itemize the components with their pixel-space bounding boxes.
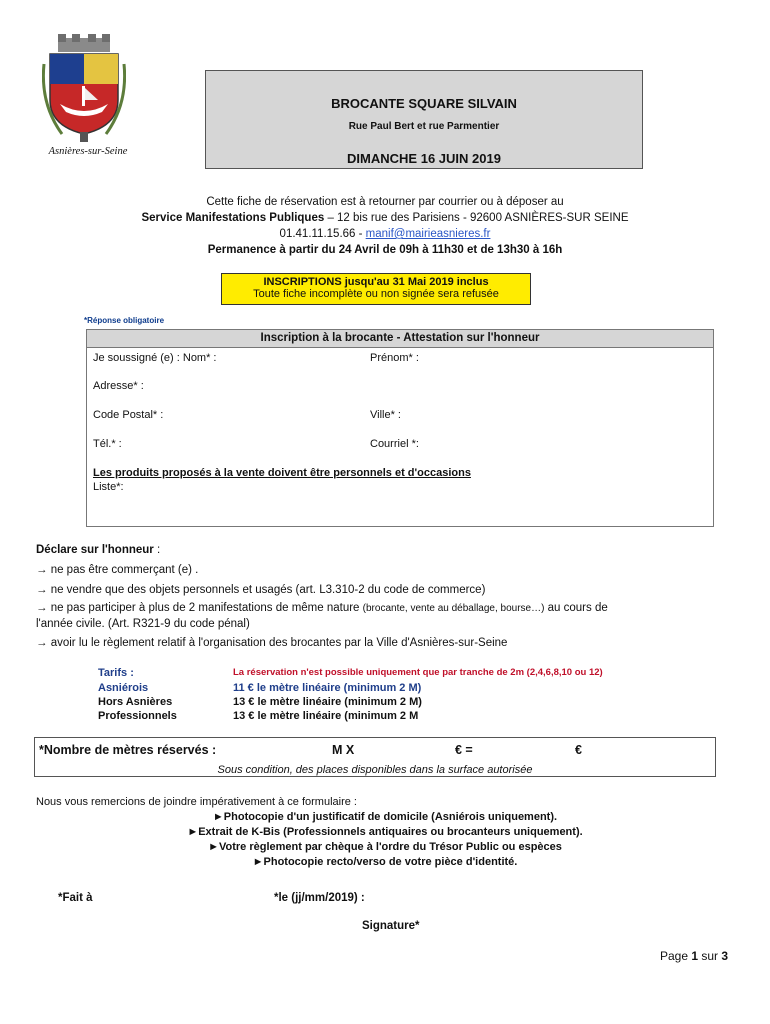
nom-field[interactable]: Je soussigné (e) : Nom* : [93, 352, 217, 364]
prenom-field[interactable]: Prénom* : [370, 352, 419, 364]
intro-contact [60, 228, 710, 240]
declaration-item-3-paren: (brocante, vente au déballage, bourse…) [362, 603, 545, 614]
form-heading: Inscription à la brocante - Attestation sur l'honneur [86, 329, 714, 348]
date-field[interactable]: *le (jj/mm/2019) : [274, 892, 365, 904]
declaration-item-2: → ne vendre que des objets personnels et usagés (art. L3.310-2 du code de commerce) [36, 584, 486, 596]
document-item-3: ►Votre règlement par chèque à l'ordre du Trésor Public ou espèces [208, 841, 562, 853]
declaration-item-4: → avoir lu le règlement relatif à l'organisation des brocantes par la Ville d'Asnières-sur-Seine [36, 637, 508, 649]
liste-field[interactable]: Liste*: [93, 481, 124, 493]
metres-euro: € [575, 743, 582, 757]
page-current: 1 [691, 949, 699, 963]
intro-line-1: Cette fiche de réservation est à retourner par courrier ou à déposer au [206, 196, 564, 208]
page-mid: sur [698, 949, 722, 963]
documents-intro: Nous vous remercions de joindre impérativement à ce formulaire : [36, 796, 357, 808]
permanence-hours: Permanence à partir du 24 Avril de 09h à 11h30 et de 13h30 à 16h [207, 244, 563, 256]
service-address: – 12 bis rue des Parisiens - 92600 ASNIÈRES-SUR SEINE [324, 212, 629, 224]
metres-equals: € = [455, 743, 473, 757]
inscriptions-deadline-box [221, 273, 531, 305]
metres-reserves-box [34, 737, 716, 777]
event-location: Rue Paul Bert et rue Parmentier [348, 121, 500, 132]
document-item-4: ►Photocopie recto/verso de votre pièce d'identité. [252, 856, 518, 868]
intro-service [60, 212, 710, 224]
tarif-price-pro: 13 € le mètre linéaire (minimum 2 M [233, 710, 419, 722]
tarif-label-asnierois: Asniérois [98, 682, 149, 694]
page-total: 3 [721, 949, 729, 963]
required-note: *Réponse obligatoire [84, 316, 165, 325]
courriel-field[interactable]: Courriel *: [370, 438, 419, 450]
tarifs-note: La réservation n'est possible uniquement que par tranche de 2m (2,4,6,8,10 ou 12) [233, 667, 603, 678]
declaration-item-3-start: → ne pas participer à plus de 2 manifestations de même nature [36, 602, 363, 614]
event-header-box [205, 70, 643, 169]
inscriptions-deadline: INSCRIPTIONS jusqu'au 31 Mai 2019 inclus [263, 276, 489, 288]
declaration-item-1: → ne pas être commerçant (e) . [36, 564, 199, 576]
tarifs-title: Tarifs : [98, 667, 134, 679]
tarif-price-hors: 13 € le mètre linéaire (minimum 2 M) [233, 696, 422, 708]
declaration-title [36, 544, 736, 556]
declaration-item-3-cont: l'année civile. (Art. R321-9 du code pénal) [36, 618, 250, 630]
tarif-label-pro: Professionnels [98, 710, 177, 722]
metres-multiplier: M X [332, 743, 355, 757]
tarif-label-hors: Hors Asnières [98, 696, 173, 708]
declaration-heading: Déclare sur l'honneur [36, 544, 154, 556]
event-date: DIMANCHE 16 JUIN 2019 [347, 151, 501, 166]
email-link[interactable]: manif@mairieasnieres.fr [365, 228, 491, 240]
tel-field[interactable]: Tél.* : [93, 438, 122, 450]
ville-field[interactable]: Ville* : [370, 409, 401, 421]
town-name: Asnières-sur-Seine [48, 146, 128, 157]
fait-a-field[interactable]: *Fait à [58, 892, 93, 904]
tarif-price-asnierois: 11 € le mètre linéaire (minimum 2 M) [233, 682, 422, 694]
page-number [660, 949, 728, 963]
produits-notice: Les produits proposés à la vente doivent être personnels et d'occasions [93, 467, 471, 479]
metres-label: *Nombre de mètres réservés : [39, 743, 217, 757]
incomplete-warning: Toute fiche incomplète ou non signée sera refusée [253, 288, 499, 300]
phone-number: 01.41.11.15.66 - [279, 228, 366, 240]
declaration-item-3 [36, 602, 736, 614]
declaration-item-3-end: au cours de [544, 602, 608, 614]
declaration-colon: : [153, 544, 161, 556]
event-title: BROCANTE SQUARE SILVAIN [331, 96, 517, 111]
document-item-1: ►Photocopie d'un justificatif de domicile (Asniérois uniquement). [212, 811, 558, 823]
page-prefix: Page [660, 949, 692, 963]
adresse-field[interactable]: Adresse* : [93, 380, 144, 392]
service-name: Service Manifestations Publiques [141, 212, 325, 224]
signature-field[interactable]: Signature* [362, 920, 420, 932]
metres-note: Sous condition, des places disponibles dans la surface autorisée [217, 764, 533, 776]
code-postal-field[interactable]: Code Postal* : [93, 409, 164, 421]
document-item-2: ►Extrait de K-Bis (Professionnels antiquaires ou brocanteurs uniquement). [187, 826, 583, 838]
coat-of-arms-icon [42, 34, 126, 144]
